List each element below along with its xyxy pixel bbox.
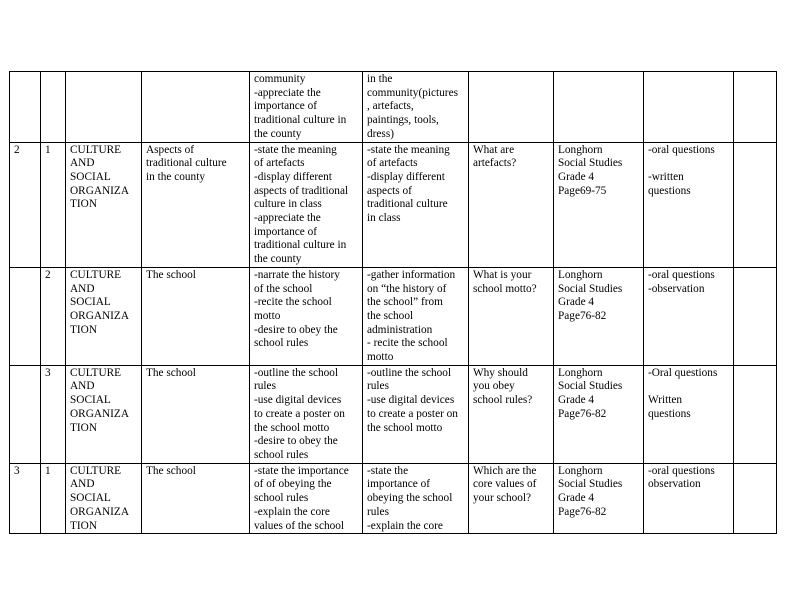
cell-text-line: in class <box>367 212 401 225</box>
cell-text-line: on “the history of <box>367 282 447 295</box>
cell-text-line: your school? <box>473 492 532 505</box>
learning-experiences-cell <box>363 365 469 463</box>
cell-text-line: -recite the school <box>254 296 332 309</box>
table-body <box>10 72 777 534</box>
learning-resources-cell <box>554 267 644 365</box>
cell-text-line: -outline the school <box>367 366 452 379</box>
cell-text-line: , artefacts, <box>367 100 414 113</box>
cell-text-line: CULTURE <box>70 464 122 477</box>
lesson-cell: 1 <box>41 142 66 267</box>
assessment-cell <box>644 142 734 267</box>
cell-text-line: obeying the school <box>367 492 453 505</box>
cell-text-line: Grade 4 <box>558 170 595 183</box>
cell-text-line: administration <box>367 323 433 336</box>
cell-text-line: -oral questions <box>648 268 715 281</box>
cell-text-line: ORGANIZA <box>70 407 129 420</box>
cell-text-line: the school <box>367 309 414 322</box>
cell-text-line: Written <box>648 394 683 407</box>
cell-text-line: dress) <box>367 127 394 140</box>
cell-text-line: rules <box>367 380 389 393</box>
cell-text-line: Page69-75 <box>558 184 607 197</box>
cell-text-line: -narrate the history <box>254 268 340 281</box>
key-inquiry-question-cell <box>469 267 554 365</box>
cell-text-line: Longhorn <box>558 464 603 477</box>
learning-experiences-cell <box>363 142 469 267</box>
cell-text-line: questions <box>648 407 691 420</box>
reflection-cell <box>734 267 777 365</box>
lesson-cell: 3 <box>41 365 66 463</box>
cell-text-line: Page76-82 <box>558 505 607 518</box>
cell-text-line: -observation <box>648 282 705 295</box>
cell-text-line: school motto? <box>473 282 537 295</box>
cell-text-line: school rules <box>254 492 309 505</box>
reflection-cell <box>734 142 777 267</box>
cell-text-line: -gather information <box>367 268 456 281</box>
cell-text-line: in the county <box>146 170 205 183</box>
table-row <box>10 142 777 267</box>
learning-outcomes-cell <box>250 365 363 463</box>
cell-text-line: Aspects of <box>146 143 195 156</box>
cell-text-line: Page76-82 <box>558 407 607 420</box>
strand-cell <box>66 365 142 463</box>
cell-text-line: of artefacts <box>254 157 305 170</box>
cell-text-line: SOCIAL <box>70 394 111 407</box>
cell-text-line: The school <box>146 366 196 379</box>
lesson-cell: 1 <box>41 463 66 534</box>
cell-text-line: importance of <box>254 225 318 238</box>
cell-text-line: Social Studies <box>558 380 623 393</box>
table-row <box>10 267 777 365</box>
cell-text-line: TION <box>70 421 97 434</box>
cell-text-line: Social Studies <box>558 478 623 491</box>
table-row <box>10 463 777 534</box>
cell-text-line: community <box>254 73 306 85</box>
cell-text-line: CULTURE <box>70 366 122 379</box>
cell-text-line: aspects of <box>367 184 412 197</box>
sub-strand-cell <box>142 365 250 463</box>
assessment-cell <box>644 72 734 143</box>
strand-cell <box>66 142 142 267</box>
cell-text-line: Grade 4 <box>558 296 595 309</box>
cell-text-line: school rules? <box>473 394 533 407</box>
cell-text-line: -state the <box>367 464 409 477</box>
cell-text-line: -explain the core <box>254 505 330 518</box>
key-inquiry-question-cell <box>469 142 554 267</box>
learning-resources-cell <box>554 463 644 534</box>
key-inquiry-question-cell <box>469 365 554 463</box>
learning-experiences-cell <box>363 463 469 534</box>
cell-text-line: - recite the school <box>367 337 448 350</box>
cell-text-line: TION <box>70 198 97 211</box>
cell-text-line: school rules <box>254 337 309 350</box>
cell-text-line: -appreciate the <box>254 212 321 225</box>
cell-text-line: rules <box>254 380 276 393</box>
cell-text-line: the school motto <box>254 421 330 434</box>
cell-text-line: of of obeying the <box>254 478 332 491</box>
cell-text-line: Longhorn <box>558 268 603 281</box>
cell-text-line: of the school <box>254 282 313 295</box>
cell-text-line: core values of <box>473 478 537 491</box>
cell-text-line: observation <box>648 478 701 491</box>
cell-text-line: in the <box>367 73 393 85</box>
cell-text-line: Longhorn <box>558 366 603 379</box>
sub-strand-cell <box>142 267 250 365</box>
sub-strand-cell <box>142 142 250 267</box>
cell-text-line: rules <box>367 505 389 518</box>
reflection-cell <box>734 72 777 143</box>
cell-text-line: -state the meaning <box>254 143 337 156</box>
cell-text-line: AND <box>70 157 95 170</box>
learning-experiences-cell <box>363 72 469 143</box>
cell-text-line: SOCIAL <box>70 170 111 183</box>
cell-text-line: to create a poster on <box>254 407 345 420</box>
assessment-cell <box>644 463 734 534</box>
strand-cell <box>66 463 142 534</box>
cell-text-line: -desire to obey the <box>254 323 338 336</box>
cell-text-line: TION <box>70 323 97 336</box>
cell-text-line: Longhorn <box>558 143 603 156</box>
cell-text-line: Social Studies <box>558 157 623 170</box>
cell-text-line: CULTURE <box>70 143 122 156</box>
cell-text-line: Page76-82 <box>558 309 607 322</box>
cell-text-line: AND <box>70 282 95 295</box>
cell-text-line: The school <box>146 268 196 281</box>
cell-text-line: school rules <box>254 448 309 461</box>
learning-experiences-cell <box>363 267 469 365</box>
cell-text-line: AND <box>70 380 95 393</box>
cell-text-line: aspects of traditional <box>254 184 349 197</box>
week-cell <box>10 365 41 463</box>
cell-text-line: motto <box>254 309 281 322</box>
cell-text-line: Grade 4 <box>558 492 595 505</box>
cell-text-line: AND <box>70 478 95 491</box>
cell-text-line: motto <box>367 351 394 364</box>
learning-outcomes-cell <box>250 142 363 267</box>
cell-text-line: -oral questions <box>648 464 715 477</box>
cell-text-line: traditional culture in <box>254 239 347 252</box>
learning-outcomes-cell <box>250 72 363 143</box>
cell-text-line: values of the school <box>254 519 345 532</box>
table-row <box>10 72 777 143</box>
cell-text-line: ORGANIZA <box>70 309 129 322</box>
scheme-of-work-table <box>9 71 777 534</box>
cell-text-line: culture in class <box>254 198 322 211</box>
cell-text-line: traditional culture <box>146 157 227 170</box>
cell-text-line: -written <box>648 170 684 183</box>
week-cell <box>10 267 41 365</box>
cell-text-line: the county <box>254 127 302 140</box>
cell-text-line: TION <box>70 519 97 532</box>
cell-text-line: importance of <box>367 478 431 491</box>
cell-text-line: -use digital devices <box>367 394 455 407</box>
cell-text-line: -display different <box>254 170 332 183</box>
sub-strand-cell <box>142 463 250 534</box>
cell-text-line: -appreciate the <box>254 86 321 99</box>
cell-text-line: ORGANIZA <box>70 184 129 197</box>
lesson-cell: 2 <box>41 267 66 365</box>
learning-outcomes-cell <box>250 463 363 534</box>
cell-text-line: CULTURE <box>70 268 122 281</box>
week-cell: 3 <box>10 463 41 534</box>
cell-text-line: -explain the core <box>367 519 443 532</box>
key-inquiry-question-cell <box>469 72 554 143</box>
cell-text-line: paintings, tools, <box>367 114 439 127</box>
cell-text-line: What are <box>473 143 515 156</box>
cell-text-line: Which are the <box>473 464 537 477</box>
cell-text-line: What is your <box>473 268 532 281</box>
cell-text-line: SOCIAL <box>70 296 111 309</box>
week-cell <box>10 72 41 143</box>
cell-text-line: traditional culture <box>367 198 448 211</box>
cell-text-line: community(pictures <box>367 86 458 99</box>
week-cell: 2 <box>10 142 41 267</box>
cell-text-line: -state the meaning <box>367 143 450 156</box>
learning-resources-cell <box>554 365 644 463</box>
cell-text-line: questions <box>648 184 691 197</box>
cell-text-line: -display different <box>367 170 445 183</box>
cell-text-line: Why should <box>473 366 528 379</box>
cell-text-line: the county <box>254 253 302 266</box>
cell-text-line: -outline the school <box>254 366 339 379</box>
cell-text-line: -use digital devices <box>254 394 342 407</box>
assessment-cell <box>644 365 734 463</box>
reflection-cell <box>734 463 777 534</box>
strand-cell <box>66 72 142 143</box>
cell-text-line: The school <box>146 464 196 477</box>
key-inquiry-question-cell <box>469 463 554 534</box>
cell-text-line: artefacts? <box>473 157 517 170</box>
cell-text-line: -desire to obey the <box>254 435 338 448</box>
cell-text-line: importance of <box>254 100 318 113</box>
cell-text-line: Grade 4 <box>558 394 595 407</box>
cell-text-line: the school” from <box>367 296 443 309</box>
cell-text-line: Social Studies <box>558 282 623 295</box>
cell-text-line: you obey <box>473 380 515 393</box>
table-row <box>10 365 777 463</box>
learning-resources-cell <box>554 142 644 267</box>
learning-resources-cell <box>554 72 644 143</box>
cell-text-line: -state the importance <box>254 464 349 477</box>
reflection-cell <box>734 365 777 463</box>
cell-text-line: traditional culture in <box>254 114 347 127</box>
sub-strand-cell <box>142 72 250 143</box>
cell-text-line: of artefacts <box>367 157 418 170</box>
strand-cell <box>66 267 142 365</box>
cell-text-line: SOCIAL <box>70 492 111 505</box>
assessment-cell <box>644 267 734 365</box>
lesson-cell <box>41 72 66 143</box>
cell-text-line: the school motto <box>367 421 443 434</box>
cell-text-line: ORGANIZA <box>70 505 129 518</box>
cell-text-line: -Oral questions <box>648 366 718 379</box>
cell-text-line: to create a poster on <box>367 407 458 420</box>
cell-text-line: -oral questions <box>648 143 715 156</box>
learning-outcomes-cell <box>250 267 363 365</box>
